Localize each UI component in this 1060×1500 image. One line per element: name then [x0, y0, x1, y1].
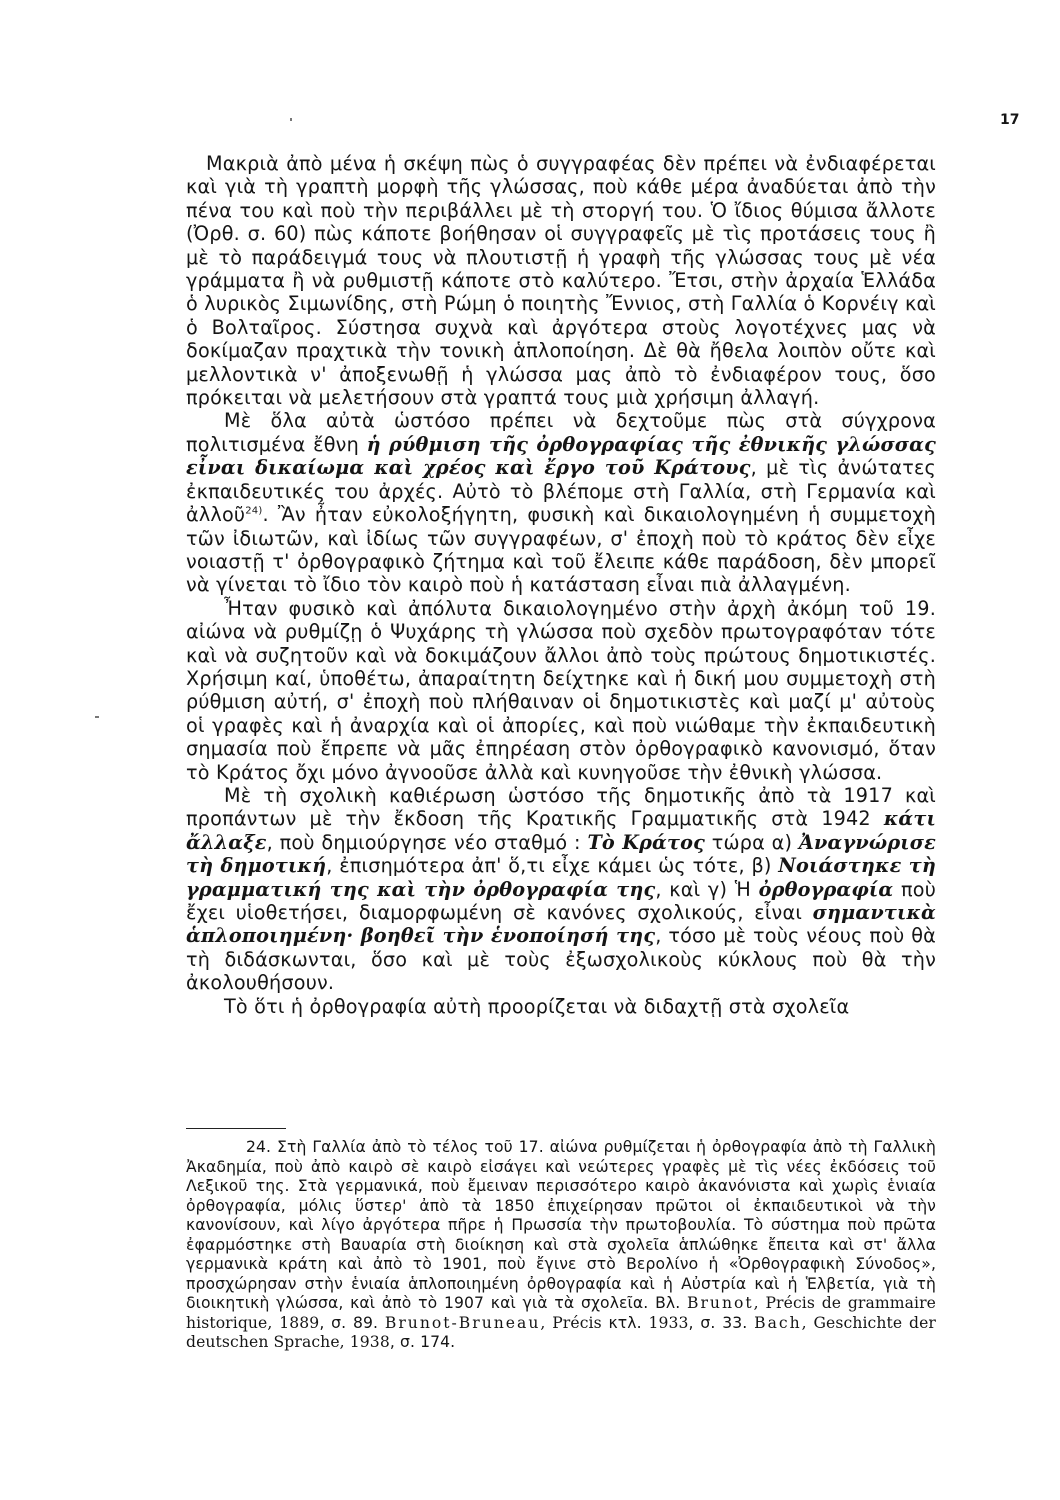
emphasized-text: σημαντικὰ ἁπλοποιημένη· βοηθεῖ τὴν ἑνοποίησή της — [186, 901, 936, 948]
text-run: Τὸ ὅτι ἡ ὀρθογραφία αὐτὴ προορίζεται νὰ διδαχτῇ στὰ σχολεῖα — [224, 994, 850, 1018]
paragraph — [186, 784, 936, 995]
latin-text: 1933 — [648, 1313, 689, 1332]
emphasized-text: Νοιάστηκε τὴ γραμματική της καὶ τὴν ὀρθογραφία της — [186, 854, 936, 901]
text-run: 24. Στὴ Γαλλία ἀπὸ τὸ τέλος τοῦ 17. αἰώνα ρυθμίζεται ἡ ὀρθογραφία ἀπὸ τὴ Γαλλικὴ Ἀκαδημία, ποὺ ἀπὸ καιρὸ σὲ καιρὸ εἰσάγει καὶ νεώτερες γραφὲς μὲ τὶς νέες ἐκδόσεις τοῦ Λεξικοῦ της. Στὰ γερμανικά, ποὺ ἔμειναν περισσότερο καιρὸ ἀκανόνιστα καὶ χωρὶς ἑνιαία ὀρθογραφία, μόλις ὕστερ' ἀπὸ τὰ 1850 ἐπιχείρησαν πρῶτοι οἱ ἐκπαιδευτικοὶ νὰ τὴν κανονίσουν, καὶ λίγο ἀργότερα πῆρε ἡ Πρωσσία τὴν πρωτοβουλία. Τὸ σύστημα ποὺ πρῶτα ἐφαρμόστηκε στὴ Βαυαρία στὴ διοίκηση καὶ στὰ σχολεῖα ἁπλώθηκε ἔπειτα καὶ στ' ἄλλα γερμανικὰ κράτη καὶ ἀπὸ τὸ 1901, ποὺ ἔγινε στὸ Βερολίνο ἡ «Ὀρθογραφικὴ Σύνοδος», προσχώρησαν στὴν ἑνιαία ἁπλοποιημένη ὀρθογραφία καὶ ἡ Αὐστρία καὶ ἡ Ἑλβετία, γιὰ τὴ διοικητικὴ γλώσσα, καὶ ἀπὸ τὸ 1907 καὶ γιὰ τὰ σχολεῖα. Βλ. — [186, 1138, 936, 1312]
paragraph — [186, 152, 936, 409]
text-run: Μὲ τὴ σχολικὴ καθιέρωση ὡστόσο τῆς δημοτικῆς ἀπὸ τὰ 1917 καὶ προπάντων μὲ τὴν ἔκδοση τῆς Κρατικῆς Γραμματικῆς στὰ 1942 — [186, 783, 936, 831]
text-run: . Ἂν ἦταν εὐκολοξήγητη, φυσικὴ καὶ δικαιολογημένη ἡ συμμετοχὴ τῶν ἰδιωτῶν, καὶ ἰδίως τῶν συγγραφέων, σ' ἐποχὴ ποὺ τὸ κράτος δὲν εἶχε νοιαστῇ τ' ὀρθογραφικὸ ζήτημα καὶ τοῦ ἔλειπε κάθε παράδοση, δὲν μπορεῖ νὰ γίνεται τὸ ἴδιο τὸν καιρὸ ποὺ ἡ κατάσταση εἶναι πιὰ ἀλλαγμένη. — [186, 503, 936, 597]
text-run: τώρα α) — [705, 830, 799, 854]
margin-mark — [290, 118, 292, 121]
text-run: , μὲ τὶς ἀνώτατες ἐκπαιδευτικές του ἀρχές. Αὐτὸ τὸ βλέπομε στὴ Γαλλία, στὴ Γερμανία καὶ ἀλλοῦ — [186, 456, 936, 527]
margin-mark — [95, 716, 99, 718]
main-text — [186, 152, 936, 1018]
latin-text: , — [753, 1294, 766, 1312]
emphasized-text: κάτι ἄλλαξε — [186, 807, 936, 854]
emphasized-text: ὀρθογραφία — [758, 877, 894, 901]
footnote-24 — [186, 1138, 936, 1353]
text-run: , τόσο μὲ τοὺς νέους ποὺ θὰ τὴ διδάσκωνται, ὅσο καὶ μὲ τοὺς ἐξωσχολικοὺς κύκλους ποὺ θὰ τὴν ἀκολουθήσουν. — [186, 924, 937, 995]
text-run: , καὶ γ) Ἡ — [655, 877, 759, 901]
latin-text: , — [801, 1313, 814, 1332]
text-run: , σ. 33. — [688, 1313, 755, 1332]
page-number: 17 — [1000, 112, 1020, 128]
text-run: , ἐπισημότερα ἀπ' ὅ,τι εἶχε κάμει ὡς τότε, β) — [326, 854, 779, 878]
emphasized-text: ἡ ρύθμιση τῆς ὀρθογραφίας τῆς ἐθνικῆς γλώσσας εἶναι δικαίωμα καὶ χρέος καὶ ἔργο τοῦ Κράτους — [186, 432, 936, 480]
latin-text: Précis — [552, 1313, 602, 1332]
footnote-ref: 24) — [245, 505, 263, 517]
emphasized-text: Ἀναγνώρισε τὴ δημοτική — [186, 830, 936, 878]
text-run: Ἦταν φυσικὸ καὶ ἀπόλυτα δικαιολογημένο στὴν ἀρχὴ ἀκόμη τοῦ 19. αἰώνα νὰ ρυθμίζῃ ὁ Ψυχάρης τὴ γλώσσα ποὺ σχεδὸν πρωτογραφόταν τότε καὶ νὰ συζητοῦν καὶ νὰ δοκιμάζουν ἄλλοι ἀπὸ τοὺς πρώτους δημοτικιστές. Χρήσιμη καί, ὑποθέτω, ἀπαραίτητη δείχτηκε καὶ ἡ δική μου συμμετοχὴ στὴ ρύθμιση αὐτή, σ' ἐποχὴ ποὺ πλήθαιναν οἱ δημοτικιστὲς καὶ μαζί μ' αὐτοὺς οἱ γραφὲς καὶ ἡ ἀναρχία καὶ οἱ ἀπορίες, καὶ ποὺ νιώθαμε τὴν ἐκπαιδευτικὴ σημασία ποὺ ἔπρεπε νὰ μᾶς ἐπηρέαση στὸν ὀρθογραφικὸ κανονισμό, ὅταν τὸ Κράτος ὄχι μόνο ἀγνοοῦσε ἀλλὰ καὶ κυνηγοῦσε τὴν ἐθνικὴ γλώσσα. — [186, 596, 936, 784]
paragraph — [186, 409, 936, 596]
footnote-text — [186, 1138, 936, 1353]
emphasized-text: Τὸ Κράτος — [587, 830, 705, 854]
paragraph — [186, 995, 936, 1018]
text-run: ποὺ ἔχει υἱοθετήσει, διαμορφωμένη σὲ κανόνες σχολικούς, εἶναι — [186, 877, 936, 924]
paragraph — [186, 597, 936, 784]
latin-text: Brunot-Bruneau — [384, 1313, 541, 1332]
text-run: κτλ. — [601, 1313, 649, 1332]
latin-text: Geschichte der deutschen Sprache, 1938 — [186, 1313, 936, 1351]
text-run: , σ. 89. — [319, 1313, 385, 1332]
latin-text: Brunot — [687, 1294, 754, 1312]
latin-text: Précis de grammaire historique, 1889 — [186, 1294, 937, 1332]
text-run: Μὲ ὅλα αὐτὰ ὡστόσο πρέπει νὰ δεχτοῦμε πὼς στὰ σύγχρονα πολιτισμένα ἔθνη — [186, 409, 936, 456]
footnote-divider — [186, 1128, 286, 1129]
latin-text: , — [540, 1313, 553, 1332]
latin-text: Bach — [754, 1313, 802, 1332]
text-run: , σ. 174. — [389, 1333, 456, 1351]
text-run: , ποὺ δημιούργησε νέο σταθμό : — [266, 830, 588, 854]
text-run: Μακριὰ ἀπὸ μένα ἡ σκέψη πὼς ὁ συγγραφέας δὲν πρέπει νὰ ἐνδιαφέρεται καὶ γιὰ τὴ γραπτὴ μορφὴ τῆς γλώσσας, ποὺ κάθε μέρα ἀναδύεται ἀπὸ τὴν πένα του καὶ ποὺ τὴν περιβάλλει μὲ τὴ στοργή του. Ὁ ἴδιος θύμισα ἄλλοτε (Ὀρθ. σ. 60) πὼς κάποτε βοήθησαν οἱ συγγραφεῖς μὲ τὶς προτάσεις τους ἢ μὲ τὸ παράδειγμά τους νὰ πλουτιστῇ ἡ γραφὴ τῆς γλώσσας τους μὲ νέα γράμματα ἢ νὰ ρυθμιστῇ κάποτε στὸ καλύτερο. Ἔτσι, στὴν ἀρχαία Ἑλλάδα ὁ λυρικὸς Σιμωνίδης, στὴ Ρώμη ὁ ποιητὴς Ἔννιος, στὴ Γαλλία ὁ Κορνέιγ καὶ ὁ Βολταῖρος. Σύστησα συχνὰ καὶ ἀργότερα στοὺς λογοτέχνες μας νὰ δοκίμαζαν πραχτικὰ τὴν τονικὴ ἁπλοποίηση. Δὲ θὰ ἤθελα λοιπὸν οὔτε καὶ μελλοντικὰ ν' ἀποξενωθῇ ἡ γλώσσα μας ἀπὸ τὸ ἐνδιαφέρον τους, ὅσο πρόκειται νὰ μελετήσουν στὰ γραπτά τους μιὰ χρήσιμη ἀλλαγή. — [186, 152, 936, 410]
